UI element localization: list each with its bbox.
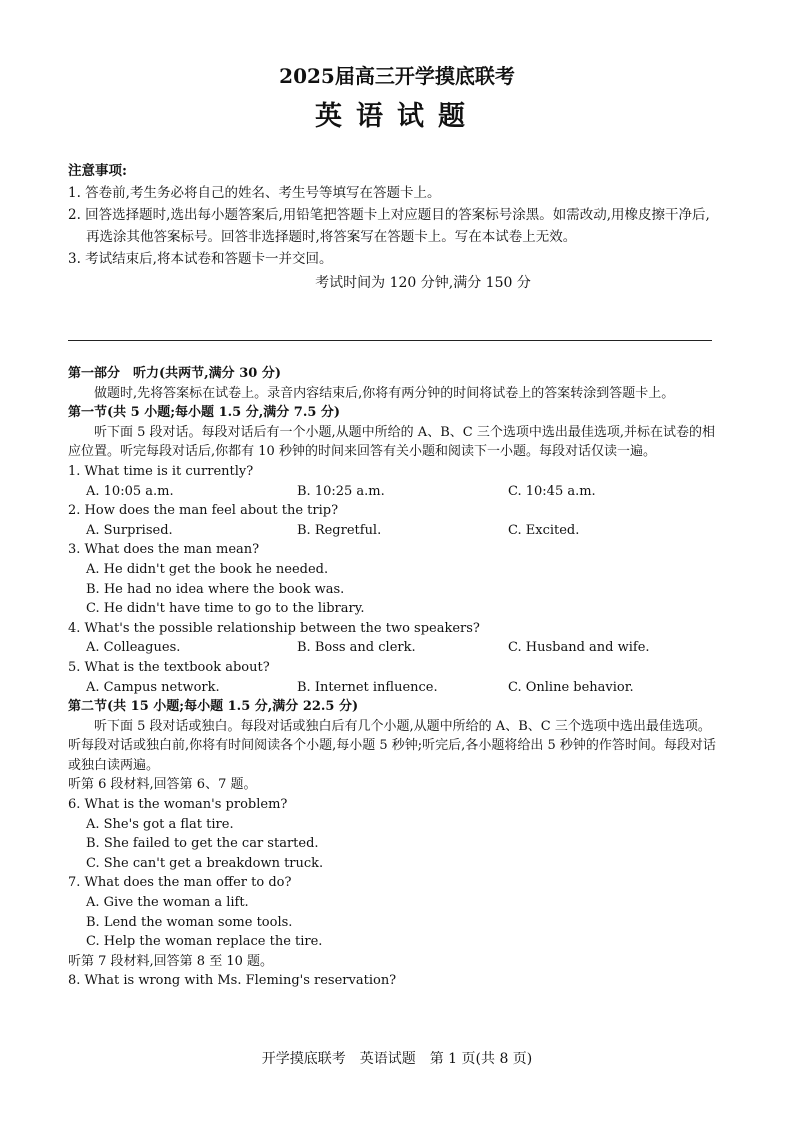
option-row [68, 678, 716, 698]
option-a: A. Campus network. [86, 679, 220, 695]
option-a: A. Colleagues. [86, 640, 181, 656]
option-b: B. Internet influence. [297, 679, 438, 695]
option-c: C. Excited. [508, 522, 580, 538]
option-a: A. She's got a flat tire. [86, 816, 234, 832]
section-intro: 听下面 5 段对话或独白。每段对话或独白后有几个小题,从题中所给的 A、B、C 三个选项中选出最佳选项。听每段对话或独白前,你将有时间阅读各个小题,每小题 5 秒钟;听完后,各小题将给出 5 秒钟的作答时间。每段对话或独白读两遍。 [68, 718, 716, 773]
part-intro: 做题时,先将答案标在试卷上。录音内容结束后,你将有两分钟的时间将试卷上的答案转涂到答题卡上。 [94, 385, 675, 401]
option-row [68, 482, 716, 502]
question-stem: 1. What time is it currently? [68, 463, 254, 479]
question-stem: 2. How does the man feel about the trip? [68, 503, 339, 519]
notes-heading: 注意事项: [68, 163, 127, 179]
material-instruction: 听第 6 段材料,回答第 6、7 题。 [68, 777, 257, 793]
option-c: C. Help the woman replace the tire. [86, 934, 323, 950]
subject-title: 英语试题 [315, 101, 479, 132]
option-c: C. Husband and wife. [508, 640, 650, 656]
section-heading: 第一节(共 5 小题;每小题 1.5 分,满分 7.5 分) [68, 405, 341, 421]
note-item: 1. 答卷前,考生务必将自己的姓名、考生号等填写在答题卡上。 [68, 185, 441, 201]
option-a: A. 10:05 a.m. [86, 483, 174, 499]
option-b: B. Regretful. [297, 522, 382, 538]
section-heading: 第二节(共 15 小题;每小题 1.5 分,满分 22.5 分) [68, 699, 359, 715]
option-c: C. Online behavior. [508, 679, 634, 695]
option-c: C. She can't get a breakdown truck. [86, 855, 324, 871]
notes-section [68, 160, 718, 294]
material-instruction: 听第 7 段材料,回答第 8 至 10 题。 [68, 953, 274, 969]
option-a: A. He didn't get the book he needed. [86, 561, 329, 577]
question-stem: 3. What does the man mean? [68, 542, 260, 558]
note-item: 2. 回答选择题时,选出每小题答案后,用铅笔把答题卡上对应题目的答案标号涂黑。如需改动,用橡皮擦干净后,再选涂其他答案标号。回答非选择题时,将答案写在答题卡上。写在本试卷上无效。 [68, 207, 710, 245]
option-row [68, 638, 716, 658]
option-a: A. Surprised. [86, 522, 173, 538]
option-a: A. Give the woman a lift. [86, 895, 249, 911]
listening-section [68, 364, 716, 991]
divider [68, 340, 712, 341]
question-stem: 5. What is the textbook about? [68, 659, 270, 675]
question-stem: 4. What's the possible relationship between the two speakers? [68, 620, 480, 636]
option-b: B. She failed to get the car started. [86, 836, 319, 852]
option-c: C. 10:45 a.m. [508, 483, 596, 499]
note-item: 3. 考试结束后,将本试卷和答题卡一并交回。 [68, 251, 333, 267]
section-intro: 听下面 5 段对话。每段对话后有一个小题,从题中所给的 A、B、C 三个选项中选出最佳选项,并标在试卷的相应位置。听完每段对话后,你都有 10 秒钟的时间来回答有关小题和阅读下一小题。每段对话仅读一遍。 [68, 424, 715, 460]
option-c: C. He didn't have time to go to the library. [86, 601, 365, 617]
exam-time: 考试时间为 120 分钟,满分 150 分 [315, 275, 531, 291]
option-b: B. Boss and clerk. [297, 640, 416, 656]
option-b: B. Lend the woman some tools. [86, 914, 293, 930]
option-b: B. 10:25 a.m. [297, 483, 385, 499]
question-stem: 7. What does the man offer to do? [68, 875, 292, 891]
option-b: B. He had no idea where the book was. [86, 581, 345, 597]
exam-title: 2025届高三开学摸底联考 [279, 64, 515, 88]
page-footer: 开学摸底联考 英语试题 第 1 页(共 8 页) [261, 1051, 533, 1067]
part-heading: 第一部分 听力(共两节,满分 30 分) [68, 366, 281, 381]
question-stem: 6. What is the woman's problem? [68, 797, 288, 813]
question-stem: 8. What is wrong with Ms. Fleming's reservation? [68, 973, 397, 989]
option-row [68, 521, 716, 541]
